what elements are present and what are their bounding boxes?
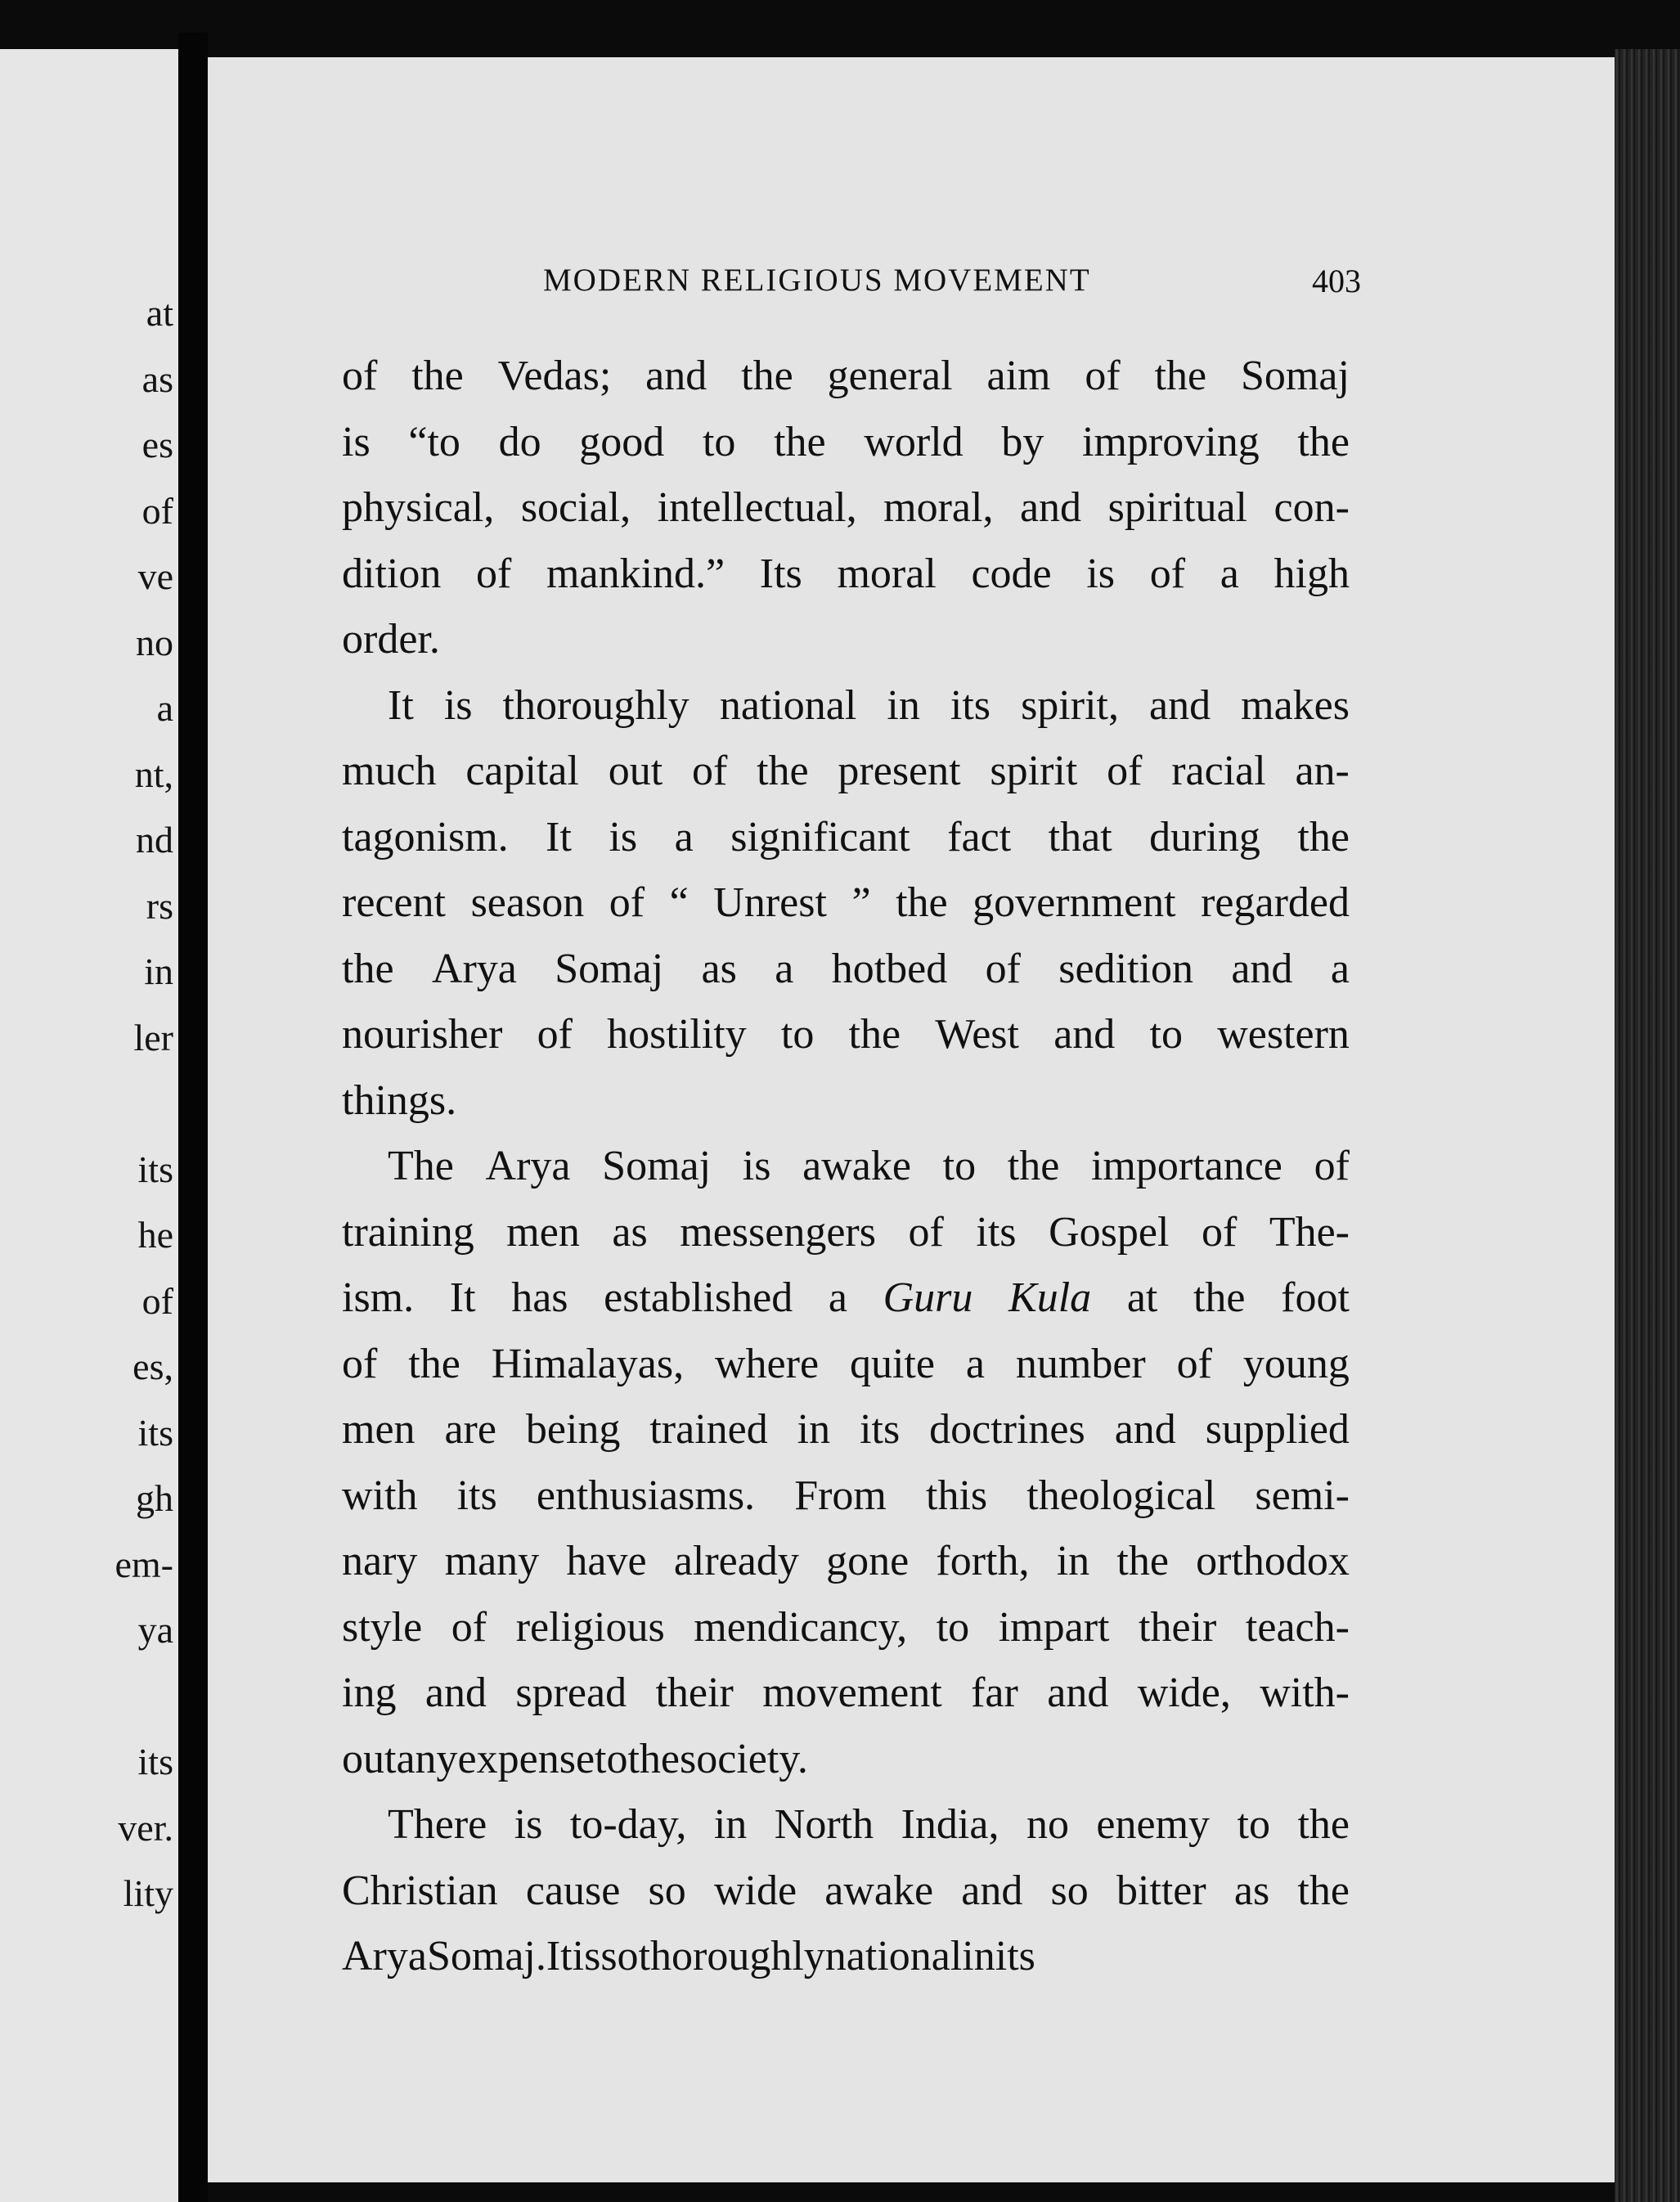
text-line: men are being trained in its doctrines and supplied [342, 1406, 1350, 1453]
text-line: recent season of “ Unrest ” the government regarded [342, 879, 1350, 926]
facing-page-fragment: its [137, 1148, 173, 1190]
text-line: nourisher of hostility to the West and to western [342, 1011, 1350, 1058]
facing-page-fragment: es [141, 424, 173, 465]
text-line: style of religious mendicancy, to impart their teach- [342, 1603, 1350, 1651]
facing-page-fragment: ya [137, 1609, 173, 1651]
main-page [208, 57, 1615, 2182]
text-line: of the Vedas; and the general aim of the Somaj [342, 353, 1350, 399]
facing-page-fragment: its [137, 1741, 173, 1782]
text-line: Christian cause so wide awake and so bitter as the [342, 1867, 1350, 1914]
facing-page-fragment: es, [133, 1346, 173, 1387]
facing-page-fragment: he [137, 1214, 173, 1256]
text-line: with its enthusiasms. From this theological semi- [342, 1472, 1350, 1519]
text-line: dition of mankind.” Its moral code is of a high [342, 550, 1350, 597]
body-text [342, 344, 1350, 1990]
text-line: of the Himalayas, where quite a number of young [342, 1340, 1350, 1387]
facing-page-fragment: in [144, 950, 173, 992]
page-block-edges [1615, 49, 1680, 2202]
facing-page-fragment: of [141, 489, 173, 532]
facing-page-fragment: lity [123, 1872, 173, 1914]
text-line: tagonism. It is a significant fact that during the [342, 813, 1350, 861]
text-line: out any expense to the society. [342, 1735, 808, 1782]
text-line: physical, social, intellectual, moral, and spiritual con- [342, 484, 1350, 531]
facing-page-fragment: as [141, 357, 173, 400]
facing-page-fragment: no [136, 621, 173, 663]
text-line: There is to-day, in North India, no enemy to the [388, 1801, 1350, 1848]
text-line: The Arya Somaj is awake to the importance of [388, 1143, 1350, 1189]
facing-page-text-column [0, 49, 178, 2202]
facing-page-fragment: at [146, 292, 173, 334]
facing-page-fragment: of [141, 1279, 173, 1322]
running-title: MODERN RELIGIOUS MOVEMENT [543, 263, 1091, 298]
page-header [208, 262, 1615, 311]
facing-page-fragment: nd [136, 819, 173, 861]
text-line: It is thoroughly national in its spirit, and makes [388, 681, 1350, 729]
facing-page-fragment: ve [137, 555, 173, 597]
facing-page-fragment: gh [136, 1477, 173, 1519]
text-line: ism. It has established a Guru Kula at the foot [342, 1274, 1350, 1321]
book-gutter [178, 33, 208, 2202]
facing-page-fragment: nt, [134, 753, 173, 795]
facing-page-fragment: a [156, 687, 173, 729]
text-line: ing and spread their movement far and wide, with- [342, 1669, 1350, 1716]
text-line: nary many have already gone forth, in the orthodox [342, 1538, 1350, 1584]
facing-page-fragment: rs [146, 884, 173, 927]
text-line: Arya Somaj. It is so thoroughly national in its [342, 1933, 1035, 1980]
page-number: 403 [1312, 263, 1361, 299]
facing-page-fragment: em- [115, 1543, 173, 1585]
facing-page [0, 49, 178, 2202]
text-line: the Arya Somaj as a hotbed of sedition and a [342, 945, 1350, 992]
facing-page-fragment: its [137, 1411, 173, 1454]
text-line: things. [342, 1076, 457, 1124]
facing-page-fragment: ver. [118, 1806, 173, 1849]
text-line: much capital out of the present spirit of racial an- [342, 748, 1350, 794]
text-line: order. [342, 616, 440, 663]
facing-page-fragment: ler [133, 1016, 173, 1058]
text-line: training men as messengers of its Gospel of The- [342, 1208, 1350, 1256]
text-line: is “to do good to the world by improving the [342, 418, 1350, 465]
